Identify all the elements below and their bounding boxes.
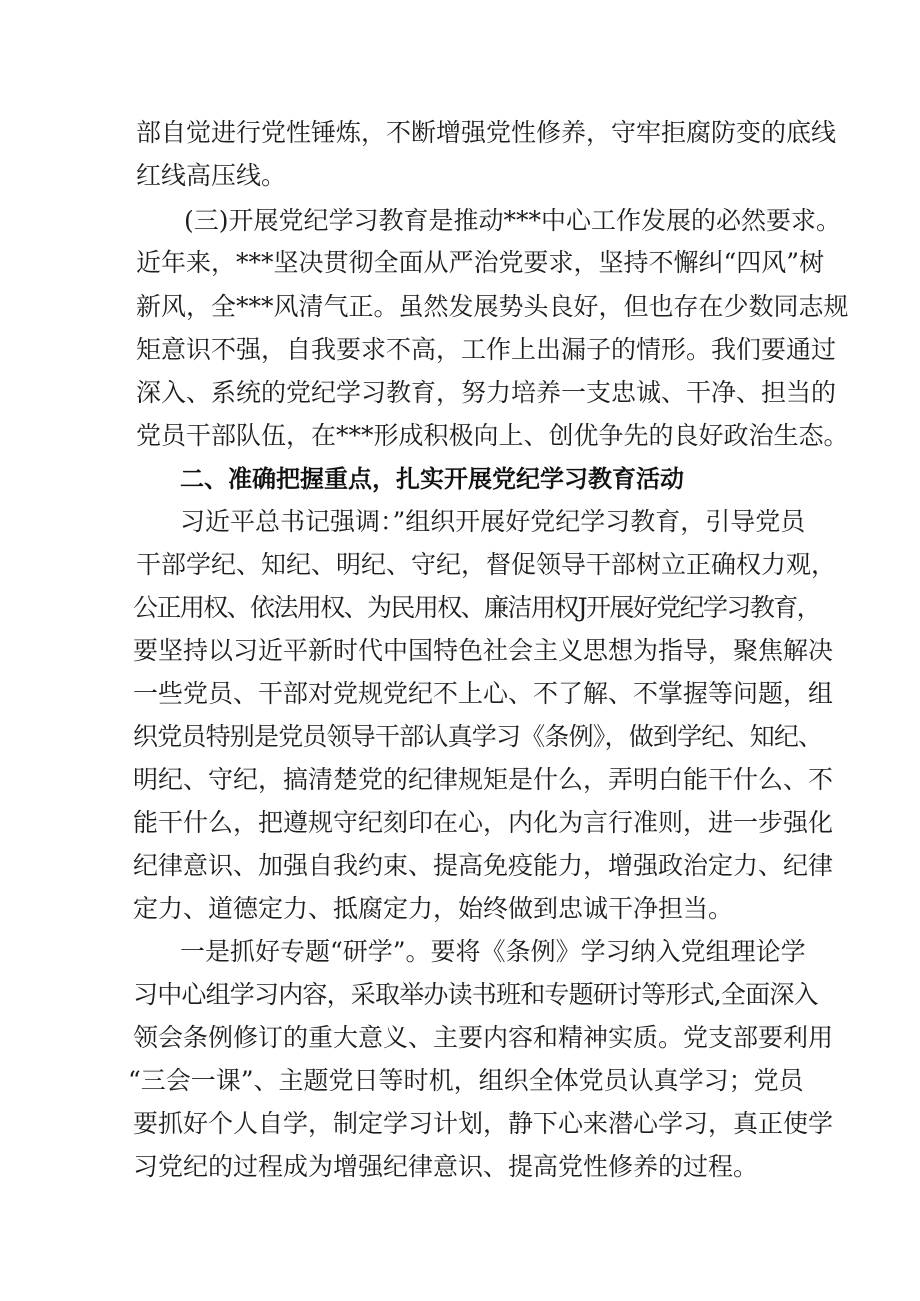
text-line: 公正用权、依法用权、为民用权、廉洁用权J开展好党纪学习教育， bbox=[133, 593, 821, 622]
text-line: 领会条例修订的重大意义、主要内容和精神实质。党支部要利用 bbox=[133, 1023, 834, 1052]
text-line: 一是抓好专题“研学”。要将《条例》学习纳入党组理论学 bbox=[180, 937, 806, 966]
text-line: 近年来，***坚决贯彻全面从严治党要求，坚持不懈纠“四风”树 bbox=[136, 248, 825, 277]
text-line: 习中心组学习内容，采取举办读书班和专题研讨等形式,全面深入 bbox=[133, 980, 818, 1009]
text-line: 明纪、守纪，搞清楚党的纪律规矩是什么，弄明白能干什么、不 bbox=[133, 765, 834, 794]
text-line: 定力、道德定力、抵腐定力，始终做到忠诚干净担当。 bbox=[133, 894, 734, 923]
section-heading-2: 二、准确把握重点，扎实开展党纪学习教育活动 bbox=[180, 465, 684, 493]
text-line: 部自觉进行党性锤炼，不断增强党性修养，守牢拒腐防变的底线 bbox=[136, 118, 837, 147]
text-line: 一些党员、干部对党规党纪不上心、不了解、不掌握等问题，组 bbox=[133, 679, 834, 708]
text-line: 习党纪的过程成为增强纪律意识、提高党性修养的过程。 bbox=[133, 1152, 759, 1181]
section-subheading-3: (三)开展党纪学习教育是推动***中心工作发展的必然要求。 bbox=[184, 206, 842, 235]
text-line: 要坚持以习近平新时代中国特色社会主义思想为指导，聚焦解决 bbox=[133, 636, 834, 665]
text-line: 习近平总书记强调：”组织开展好党纪学习教育，引导党员 bbox=[180, 507, 806, 536]
text-line: 能干什么，把遵规守纪刻印在心，内化为言行准则，进一步强化 bbox=[133, 808, 834, 837]
text-line: 织党员特别是党员领导干部认真学习《条例》，做到学纪、知纪、 bbox=[133, 722, 823, 751]
text-line: 党员干部队伍，在***形成积极向上、创优争先的良好政治生态。 bbox=[136, 421, 849, 450]
text-line: 干部学纪、知纪、明纪、守纪，督促领导干部树立正确权力观， bbox=[136, 550, 837, 579]
text-line: 红线高压线。 bbox=[136, 161, 287, 190]
text-line: 矩意识不强，自我要求不高，工作上出漏子的情形。我们要通过 bbox=[136, 335, 837, 364]
text-line: 新风，全***风清气正。虽然发展势头良好，但也存在少数同志规 bbox=[136, 292, 849, 321]
text-line: 深入、系统的党纪学习教育，努力培养一支忠诚、干净、担当的 bbox=[136, 378, 837, 407]
text-line: 要抓好个人自学，制定学习计划，静下心来潜心学习，真正使学 bbox=[133, 1109, 834, 1138]
text-line: “三会一课”、主题党日等时机，组织全体党员认真学习；党员 bbox=[128, 1066, 804, 1095]
text-line: 纪律意识、加强自我约束、提高免疫能力，增强政治定力、纪律 bbox=[133, 851, 834, 880]
